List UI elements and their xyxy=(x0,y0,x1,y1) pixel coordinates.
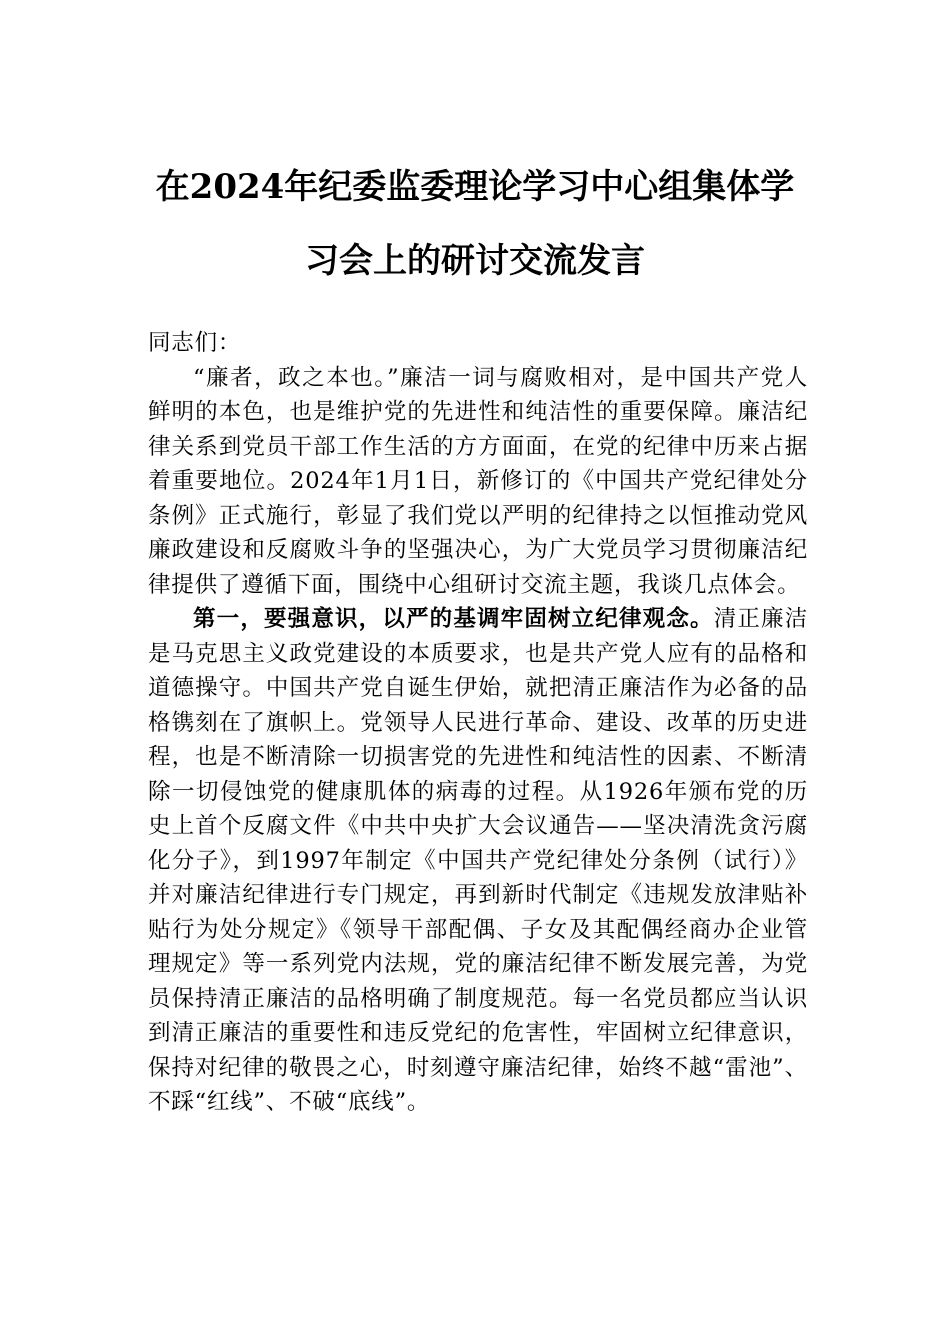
title-line-1: 在2024年纪委监委理论学习中心组集体学 xyxy=(155,167,795,207)
document-title xyxy=(120,150,830,298)
salutation: 同志们： xyxy=(148,330,242,356)
title-line-2: 习会上的研讨交流发言 xyxy=(305,241,645,281)
paragraph-first-point xyxy=(148,602,808,1120)
paragraph-lead-heading: 第一，要强意识，以严的基调牢固树立纪律观念。 xyxy=(193,606,714,632)
document-body xyxy=(148,326,808,1120)
paragraph-first-point-text: 清正廉洁是马克思主义政党建设的本质要求，也是共产党人应有的品格和道德操守。中国共产党自诞生伊始，就把清正廉洁作为必备的品格镌刻在了旗帜上。党领导人民进行革命、建设、改革的历史进程，也是不断清除一切损害党的先进性和纯洁性的因素、不断清除一切侵蚀党的健康肌体的病毒的过程。从1926年颁布党的历史上首个反腐文件《中共中央扩大会议通告——坚决清洗贪污腐化分子》，到1997年制定《中国共产党纪律处分条例（试行）》并对廉洁纪律进行专门规定，再到新时代制定《违规发放津贴补贴行为处分规定》《领导干部配偶、子女及其配偶经商办企业管理规定》等一系列党内法规，党的廉洁纪律不断发展完善，为党员保持清正廉洁的品格明确了制度规范。每一名党员都应当认识到清正廉洁的重要性和违反党纪的危害性，牢固树立纪律意识，保持对纪律的敬畏之心，时刻遵守廉洁纪律，始终不越“雷池”、不踩“红线”、不破“底线”。 xyxy=(148,606,808,1115)
paragraph-intro: “廉者，政之本也。”廉洁一词与腐败相对，是中国共产党人鲜明的本色，也是维护党的先进性和纯洁性的重要保障。廉洁纪律关系到党员干部工作生活的方方面面，在党的纪律中历来占据着重要地位。2024年1月1日，新修订的《中国共产党纪律处分条例》正式施行，彰显了我们党以严明的纪律持之以恒推动党风廉政建设和反腐败斗争的坚强决心，为广大党员学习贯彻廉洁纪律提供了遵循下面，围绕中心组研讨交流主题，我谈几点体会。 xyxy=(148,364,808,598)
